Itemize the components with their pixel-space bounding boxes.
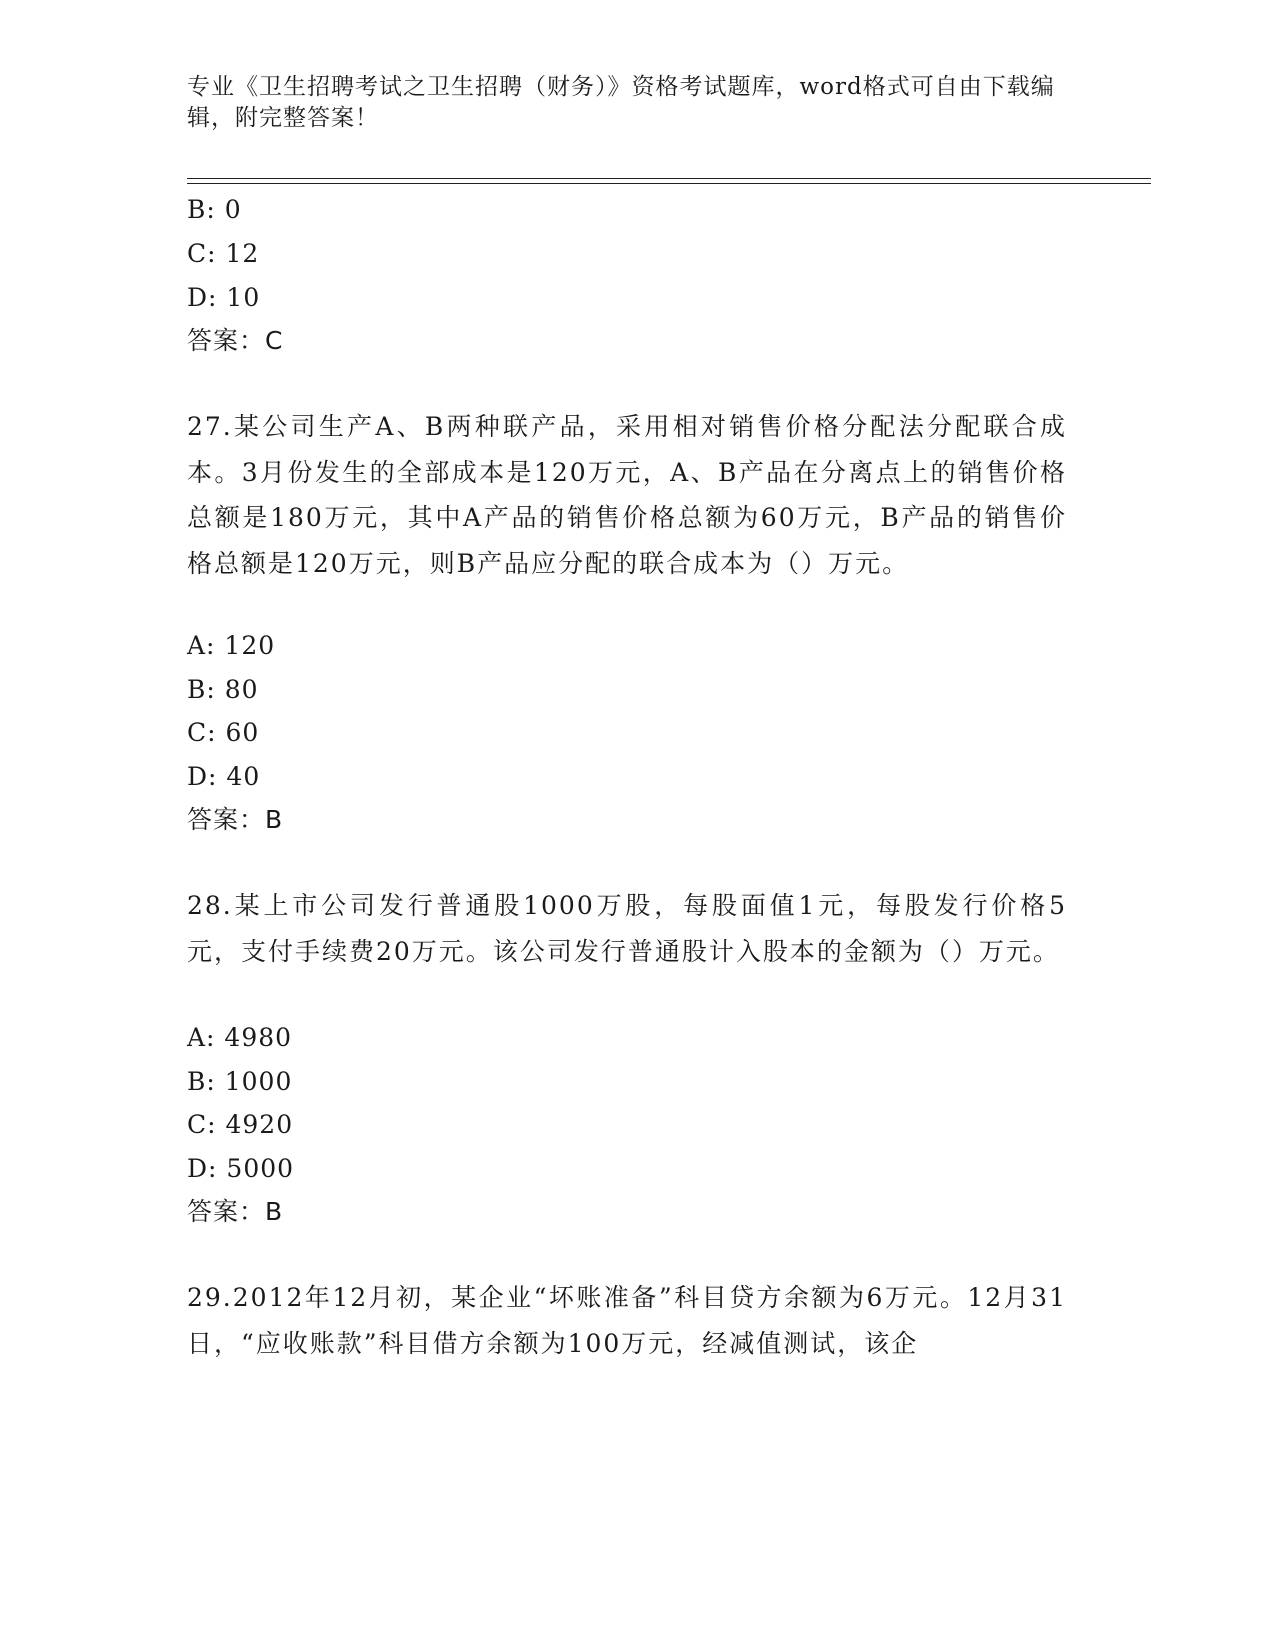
q27-option-b: B: 80 bbox=[187, 675, 259, 704]
q27-stem: 27.某公司生产A、B两种联产品，采用相对销售价格分配法分配联合成本。3月份发生的全部成本是120万元，A、B产品在分离点上的销售价格总额是180万元，其中A产品的销售价格总额为60万元，B产品的销售价格总额是120万元，则B产品应分配的联合成本为（）万元。 bbox=[187, 412, 1067, 578]
document-header: 专业《卫生招聘考试之卫生招聘（财务）》资格考试题库，word格式可自由下载编辑，附完整答案！ bbox=[187, 74, 1055, 131]
q26-option-b: B: 0 bbox=[187, 195, 242, 224]
q26-answer: 答案：C bbox=[187, 326, 284, 355]
q26-option-d: D: 10 bbox=[187, 283, 261, 312]
q27-answer: 答案：B bbox=[187, 805, 284, 834]
q28-answer: 答案：B bbox=[187, 1197, 284, 1226]
q28-option-d: D: 5000 bbox=[187, 1154, 295, 1183]
q27-option-c: C: 60 bbox=[187, 718, 260, 747]
q29-stem: 29.2012年12月初，某企业“坏账准备”科目贷方余额为6万元。12月31日，“应收账款”科目借方余额为100万元，经减值测试，该企 bbox=[187, 1283, 1067, 1358]
q28-option-a: A: 4980 bbox=[187, 1023, 293, 1052]
header-divider-bottom bbox=[187, 183, 1151, 184]
q27-option-d: D: 40 bbox=[187, 762, 261, 791]
header-divider-top bbox=[187, 178, 1151, 179]
q28-stem: 28.某上市公司发行普通股1000万股，每股面值1元，每股发行价格5元，支付手续费20万元。该公司发行普通股计入股本的金额为（）万元。 bbox=[187, 891, 1067, 966]
q27-option-a: A: 120 bbox=[187, 631, 276, 660]
q28-option-c: C: 4920 bbox=[187, 1110, 294, 1139]
q26-option-c: C: 12 bbox=[187, 239, 260, 268]
q28-option-b: B: 1000 bbox=[187, 1067, 293, 1096]
